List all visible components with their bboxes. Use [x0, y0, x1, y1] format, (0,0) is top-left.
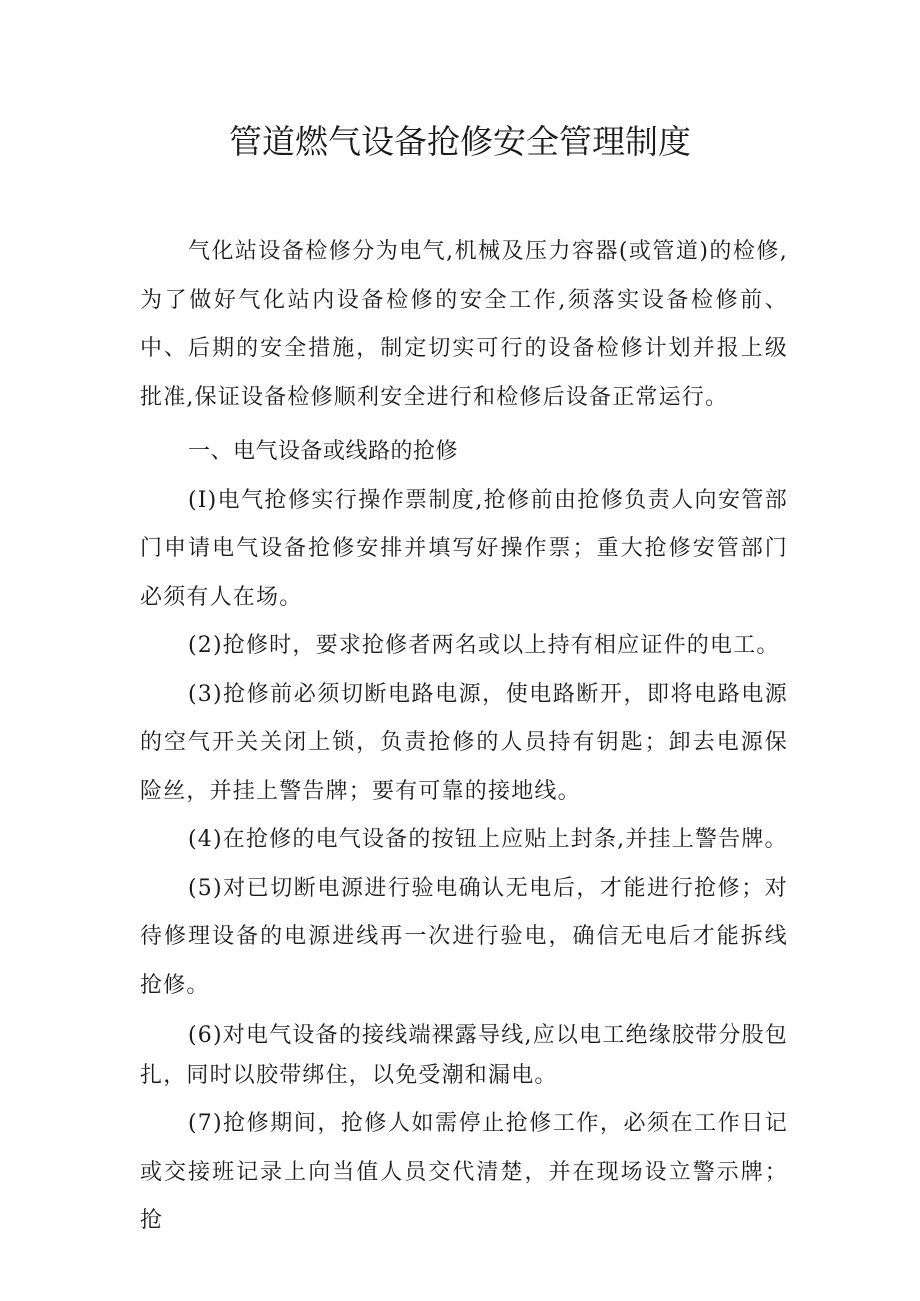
list-item: (4)在抢修的电气设备的按钮上应贴上封条,并挂上警告牌。	[188, 827, 788, 852]
list-item: (7)抢修期间，抢修人如需停止抢修工作，必须在工作日记或交接班记录上向当值人员交代清楚，并在现场设立警示牌；抢	[140, 1111, 788, 1233]
list-item: (I)电气抢修实行操作票制度,抢修前由抢修负责人向安管部门申请电气设备抢修安排并填写好操作票；重大抢修安管部门必须有人在场。	[140, 487, 788, 610]
list-item: (3)抢修前必须切断电路电源，使电路断开，即将电路电源的空气开关关闭上锁，负责抢修的人员持有钥匙；卸去电源保险丝，并挂上警告牌；要有可靠的接地线。	[140, 681, 788, 804]
list-item: (2)抢修时，要求抢修者两名或以上持有相应证件的电工。	[188, 633, 780, 658]
document-body	[140, 228, 788, 1246]
list-item: (5)对已切断电源进行验电确认无电后，才能进行抢修；对待修理设备的电源进线再一次进行验电，确信无电后才能拆线抢修。	[140, 875, 788, 998]
section-heading: 一、电气设备或线路的抢修	[188, 439, 459, 464]
list-item: (6)对电气设备的接线端裸露导线,应以电工绝缘胶带分股包扎，同时以胶带绑住，以免受潮和漏电。	[140, 1023, 788, 1088]
document-title: 管道燃气设备抢修安全管理制度	[229, 122, 691, 161]
intro-paragraph: 气化站设备检修分为电气,机械及压力容器(或管道)的检修,为了做好气化站内设备检修的安全工作,须落实设备检修前、中、后期的安全措施，制定切实可行的设备检修计划并报上级批准,保证设备检修顺利安全进行和检修后设备正常运行。	[140, 239, 788, 410]
